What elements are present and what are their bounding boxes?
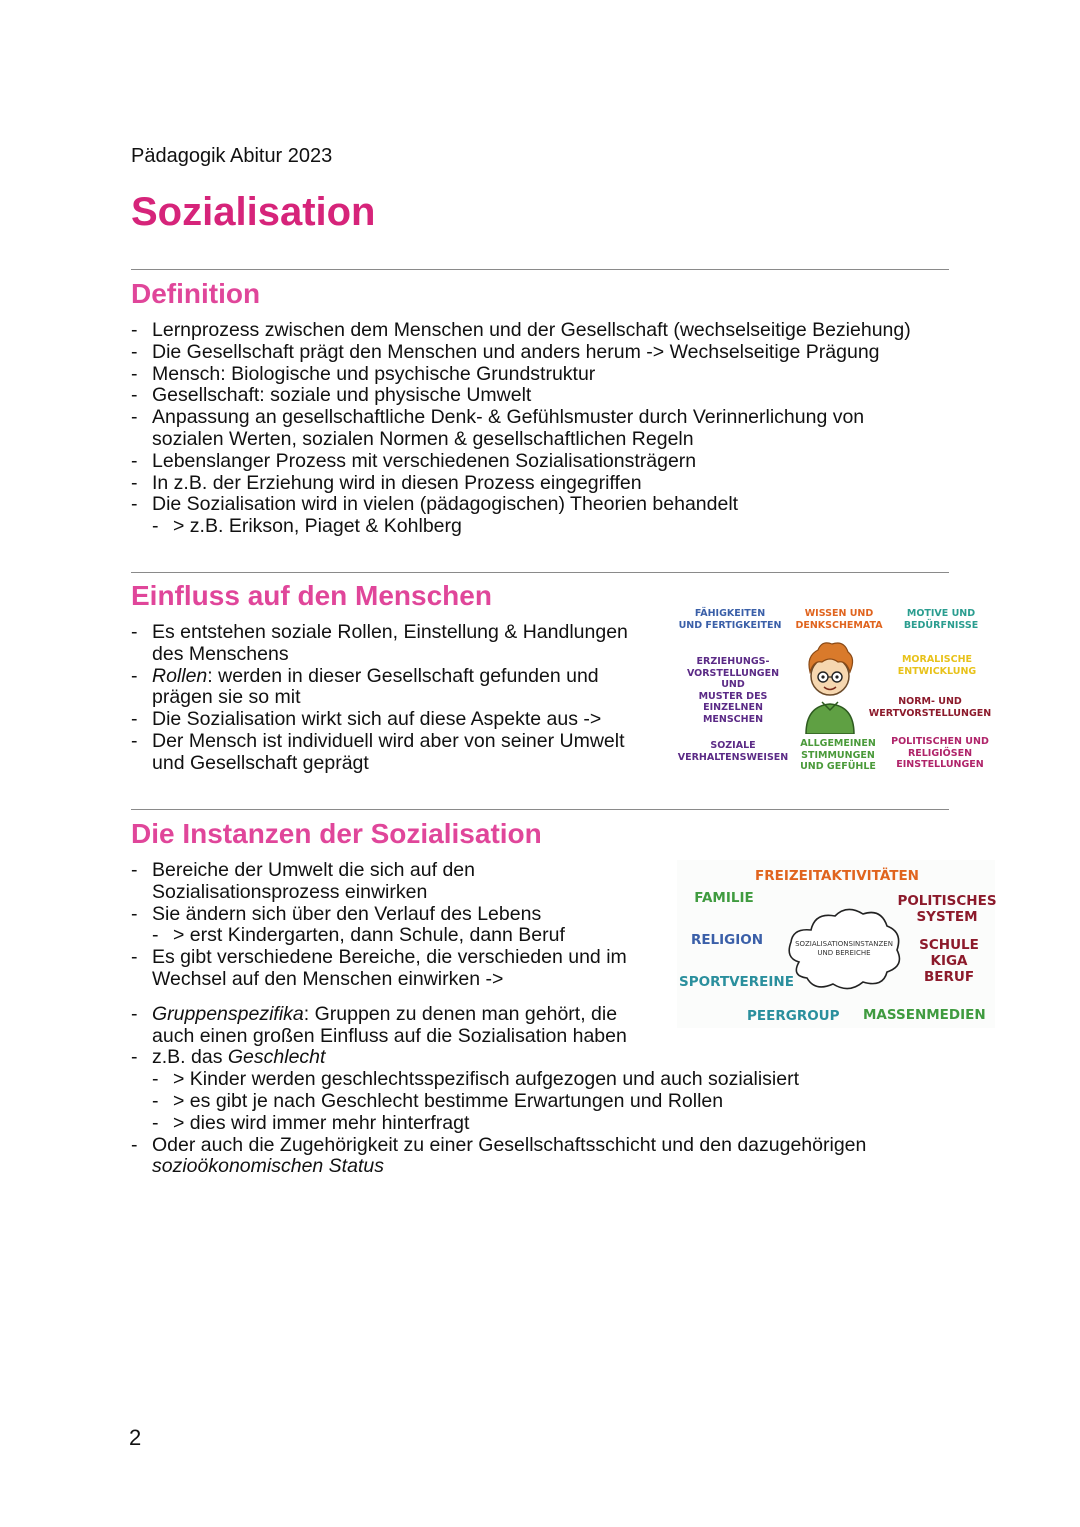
list-sub-item: - > z.B. Erikson, Piaget & Kohlberg (131, 516, 941, 538)
person-illustration (798, 636, 862, 734)
list-item: - Lebenslanger Prozess mit verschiedenen Sozialisationsträgern (131, 451, 941, 473)
section-heading-instanzen: Die Instanzen der Sozialisation (131, 818, 542, 849)
page-number: 2 (129, 1425, 142, 1450)
einfluss-list (131, 622, 651, 775)
divider (131, 809, 949, 810)
list-item: - Es entstehen soziale Rollen, Einstellung & Handlungen des Menschens (131, 622, 651, 666)
list-item: - Bereiche der Umwelt die sich auf den Sozialisationsprozess einwirken (131, 860, 492, 904)
instances-diagram (677, 860, 995, 1028)
diagram-label: SPORTVEREINE (679, 974, 794, 990)
list-item (131, 1047, 951, 1069)
diagram-label: MASSENMEDIEN (863, 1007, 986, 1023)
list-item-text: z.B. das (152, 1046, 228, 1069)
list-item (131, 1004, 652, 1048)
list-item: - Sie ändern sich über den Verlauf des Lebens (131, 904, 951, 926)
list-item: - Die Sozialisation wirkt sich auf diese Aspekte aus -> (131, 709, 651, 731)
diagram-label: POLITISCHES SYSTEM (897, 893, 997, 925)
italic-term: Gruppenspezifika (152, 1002, 304, 1025)
list-item: - Mensch: Biologische und psychische Grundstruktur (131, 364, 941, 386)
list-item: - In z.B. der Erziehung wird in diesen Prozess eingegriffen (131, 473, 941, 495)
page-title: Sozialisation (131, 190, 376, 234)
list-item-text: : Gruppen zu denen man gehört, die auch einen großen Einfluss auf die Sozialisation haben (152, 1002, 627, 1047)
diagram-label: ERZIEHUNGS- VORSTELLUNGEN UND MUSTER DES EINZELNEN MENSCHEN (686, 656, 780, 725)
section-heading-definition: Definition (131, 278, 261, 309)
list-item: - Die Gesellschaft prägt den Menschen und anders herum -> Wechselseitige Prägung (131, 342, 941, 364)
list-sub-item: - > dies wird immer mehr hinterfragt (131, 1113, 951, 1135)
diagram-label: SOZIALE VERHALTENSWEISEN (677, 740, 789, 763)
list-sub-item: - > erst Kindergarten, dann Schule, dann Beruf (131, 925, 951, 947)
list-item: - Der Mensch ist individuell wird aber von seiner Umwelt und Gesellschaft geprägt (131, 731, 651, 775)
diagram-label: ALLGEMEINEN STIMMUNGEN UND GEFÜHLE (800, 738, 876, 772)
diagram-label: PEERGROUP (747, 1008, 840, 1024)
divider (131, 269, 949, 270)
definition-list (131, 320, 941, 538)
list-item-text: Oder auch die Zugehörigkeit zu einer Gesellschaftsschicht und den dazugehörigen (152, 1133, 867, 1156)
list-item (131, 666, 651, 710)
list-sub-item: - > Kinder werden geschlechtsspezifisch aufgezogen und auch sozialisiert (131, 1069, 951, 1091)
diagram-label: RELIGION (690, 932, 764, 948)
italic-term: sozioökonomischen Status (152, 1155, 384, 1178)
diagram-label: POLITISCHEN UND RELIGIÖSEN EINSTELLUNGEN (891, 736, 989, 770)
cloud-label: SOZIALISATIONSINSTANZEN UND BEREICHE (795, 940, 893, 957)
diagram-label: SCHULE KIGA BERUF (919, 937, 979, 985)
diagram-label: MORALISCHE ENTWICKLUNG (897, 654, 977, 677)
influence-diagram (672, 598, 992, 783)
diagram-label: NORM- UND WERTVORSTELLUNGEN (868, 696, 992, 719)
list-item (131, 1135, 951, 1179)
divider (131, 572, 949, 573)
subject-line: Pädagogik Abitur 2023 (131, 145, 333, 167)
diagram-label: FÄHIGKEITEN UND FERTIGKEITEN (678, 608, 782, 631)
list-item: - Die Sozialisation wird in vielen (pädagogischen) Theorien behandelt (131, 494, 941, 516)
diagram-label: WISSEN UND DENKSCHEMATA (795, 608, 883, 631)
list-item-text: : werden in dieser Gesellschaft gefunden und prägen sie so mit (152, 664, 599, 709)
list-item: - Lernprozess zwischen dem Menschen und der Gesellschaft (wechselseitige Beziehung) (131, 320, 941, 342)
list-item: - Es gibt verschiedene Bereiche, die verschieden und im Wechsel auf den Menschen einwirken -> (131, 947, 652, 991)
list-item: - Gesellschaft: soziale und physische Umwelt (131, 385, 941, 407)
italic-term: Geschlecht (227, 1046, 326, 1069)
diagram-label: MOTIVE UND BEDÜRFNISSE (903, 608, 979, 631)
diagram-label: FAMILIE (694, 890, 754, 906)
italic-term: Rollen (152, 664, 208, 687)
list-item: - Anpassung an gesellschaftliche Denk- & Gefühlsmuster durch Verinnerlichung von sozialen Werten, sozialen Normen & gesellschaftlichen Regeln (131, 407, 941, 451)
list-sub-item: - > es gibt je nach Geschlecht bestimme Erwartungen und Rollen (131, 1091, 951, 1113)
section-heading-einfluss: Einfluss auf den Menschen (131, 580, 492, 611)
diagram-label: FREIZEITAKTIVITÄTEN (755, 868, 919, 884)
